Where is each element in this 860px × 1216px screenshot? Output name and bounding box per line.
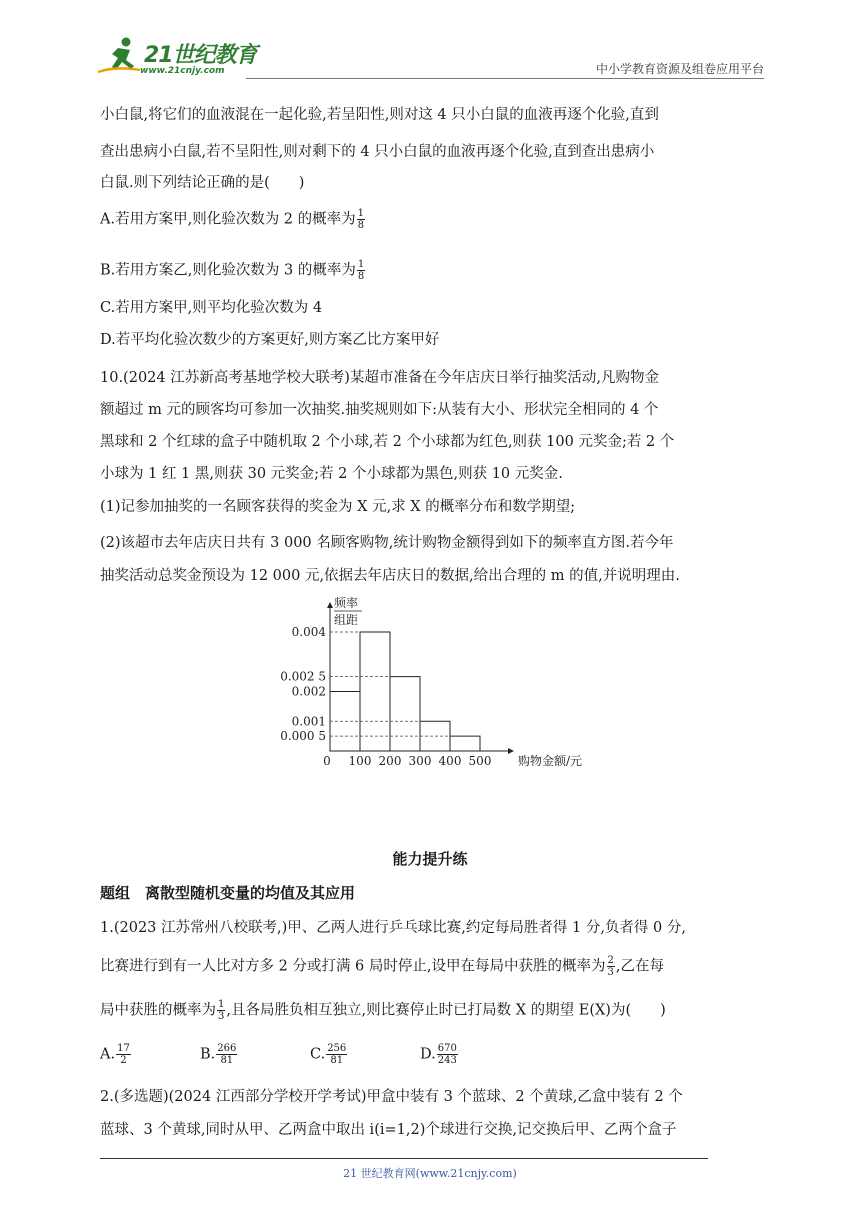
y-tick-label: 0.002 xyxy=(291,684,326,699)
q10-line: (1)记参加抽奖的一名顾客获得的奖金为 X 元,求 X 的概率分布和数学期望; xyxy=(100,499,576,515)
q10-line: 抽奖活动总奖金预设为 12 000 元,依据去年店庆日的数据,给出合理的 m 的值,并说明理由. xyxy=(100,568,680,584)
x-tick-label: 400 xyxy=(438,754,462,768)
fraction xyxy=(437,1043,458,1066)
fraction-denominator: 8 xyxy=(357,271,365,282)
intro-line: 小白鼠,将它们的血液混在一起化验,若呈阳性,则对这 4 只小白鼠的血液再逐个化验,直到 xyxy=(100,107,659,123)
fraction-denominator: 243 xyxy=(437,1055,457,1066)
logo-text: 21世纪教育 xyxy=(144,43,257,68)
site-logo[interactable] xyxy=(96,36,266,80)
x-axis-arrow-icon xyxy=(508,748,514,754)
histogram-bar xyxy=(450,736,480,751)
q1-line: 1.(2023 江苏常州八校联考,)甲、乙两人进行乒乓球比赛,约定每局胜者得 1 分,负者得 0 分, xyxy=(100,920,686,936)
x-tick-label: 300 xyxy=(408,754,432,768)
x-tick-label: 100 xyxy=(348,754,372,768)
footer-text[interactable]: 21 世纪教育网(www.21cnjy.com) xyxy=(343,1167,517,1180)
header-divider xyxy=(246,78,764,79)
frequency-histogram xyxy=(0,596,860,776)
fraction xyxy=(216,1043,237,1066)
option-label: B. xyxy=(200,1046,216,1063)
x-tick-label: 200 xyxy=(378,754,402,768)
fraction-numerator: 1 xyxy=(357,259,365,270)
footer-divider xyxy=(100,1158,708,1159)
fraction-denominator: 2 xyxy=(120,1055,127,1066)
y-tick-label: 0.002 5 xyxy=(280,669,326,684)
option-b-text: B.若用方案乙,则化验次数为 3 的概率为 xyxy=(100,262,356,279)
x-axis-label: 购物金额/元 xyxy=(518,754,583,768)
fraction xyxy=(326,1043,347,1066)
fraction-denominator: 3 xyxy=(607,967,614,978)
fraction-numerator: 17 xyxy=(117,1043,130,1054)
y-tick-label: 0.004 xyxy=(291,625,326,639)
fraction-denominator: 81 xyxy=(220,1055,234,1066)
option-a xyxy=(100,208,366,231)
option-b xyxy=(100,259,366,282)
q1-line xyxy=(100,999,666,1022)
q1-option-a xyxy=(100,1043,200,1066)
logo-url: www.21cnjy.com xyxy=(140,66,225,76)
runner-logo-icon xyxy=(96,36,144,76)
fraction-denominator: 3 xyxy=(218,1011,225,1022)
fraction-numerator: 1 xyxy=(357,208,365,219)
fraction xyxy=(357,259,365,282)
option-label: C. xyxy=(310,1046,326,1063)
page-header xyxy=(96,28,764,80)
option-d: D.若平均化验次数少的方案更好,则方案乙比方案甲好 xyxy=(100,332,440,348)
q10-line: 额超过 m 元的顾客均可参加一次抽奖.抽奖规则如下:从装有大小、形状完全相同的 4 个 xyxy=(100,402,659,418)
q1-option-d xyxy=(420,1043,459,1066)
x-tick-label: 500 xyxy=(468,754,492,768)
q1-line3-text: ,且各局胜负相互独立,则比赛停止时已打局数 X 的期望 E(X)为( ) xyxy=(226,1002,666,1019)
y-axis-arrow-icon xyxy=(327,602,333,608)
option-c: C.若用方案甲,则平均化验次数为 4 xyxy=(100,300,323,316)
fraction-numerator: 2 xyxy=(607,955,614,966)
fraction-denominator: 8 xyxy=(357,220,365,231)
q1-option-c xyxy=(310,1043,420,1066)
fraction xyxy=(116,1043,131,1066)
platform-label: 中小学教育资源及组卷应用平台 xyxy=(595,62,764,76)
section-title: 能力提升练 xyxy=(392,850,468,868)
q1-line2-text: ,乙在每 xyxy=(615,958,664,975)
histogram-bar xyxy=(360,632,390,751)
q2-line: 蓝球、3 个黄球,同时从甲、乙两盒中取出 i(i=1,2)个球进行交换,记交换后甲、乙两个盒子 xyxy=(100,1122,677,1138)
fraction xyxy=(357,208,365,231)
q10-line: 小球为 1 红 1 黑,则获 30 元奖金;若 2 个小球都为黑色,则获 10 元奖金. xyxy=(100,466,563,482)
option-label: A. xyxy=(100,1046,116,1063)
q10-line: (2)该超市去年店庆日共有 3 000 名顾客购物,统计购物金额得到如下的频率直方图.若今年 xyxy=(100,535,674,551)
intro-line: 白鼠.则下列结论正确的是( ) xyxy=(100,175,305,191)
q1-option-b xyxy=(200,1043,310,1066)
fraction-denominator: 81 xyxy=(330,1055,344,1066)
y-tick-label: 0.000 5 xyxy=(280,729,326,744)
fraction-numerator: 256 xyxy=(327,1043,347,1054)
y-axis-label-top: 频率 xyxy=(334,596,359,610)
q2-line: 2.(多选题)(2024 江西部分学校开学考试)甲盒中装有 3 个蓝球、2 个黄球,乙盒中装有 2 个 xyxy=(100,1089,683,1105)
fraction-numerator: 1 xyxy=(218,999,225,1010)
q1-line2-text: 比赛进行到有一人比对方多 2 分或打满 6 局时停止,设甲在每局中获胜的概率为 xyxy=(100,958,606,975)
fraction xyxy=(217,999,225,1022)
intro-line: 查出患病小白鼠,若不呈阳性,则对剩下的 4 只小白鼠的血液再逐个化验,直到查出患病小 xyxy=(100,144,655,160)
group-title: 题组 离散型随机变量的均值及其应用 xyxy=(100,884,356,902)
q10-line: 10.(2024 江苏新高考基地学校大联考)某超市准备在今年店庆日举行抽奖活动,凡购物金 xyxy=(100,370,659,386)
y-tick-label: 0.001 xyxy=(291,714,326,729)
fraction-numerator: 266 xyxy=(217,1043,237,1054)
y-axis-label-bottom: 组距 xyxy=(334,613,359,627)
q10-line: 黑球和 2 个红球的盒子中随机取 2 个小球,若 2 个小球都为红色,则获 100 元奖金;若 2 个 xyxy=(100,434,675,450)
option-a-text: A.若用方案甲,则化验次数为 2 的概率为 xyxy=(100,211,356,228)
x-tick-label: 0 xyxy=(323,754,331,768)
option-label: D. xyxy=(420,1046,436,1063)
fraction-numerator: 670 xyxy=(437,1043,457,1054)
q1-line3-text: 局中获胜的概率为 xyxy=(100,1002,216,1019)
fraction xyxy=(607,955,615,978)
q1-options xyxy=(100,1043,459,1066)
q1-line xyxy=(100,955,664,978)
histogram-bar xyxy=(390,677,420,751)
